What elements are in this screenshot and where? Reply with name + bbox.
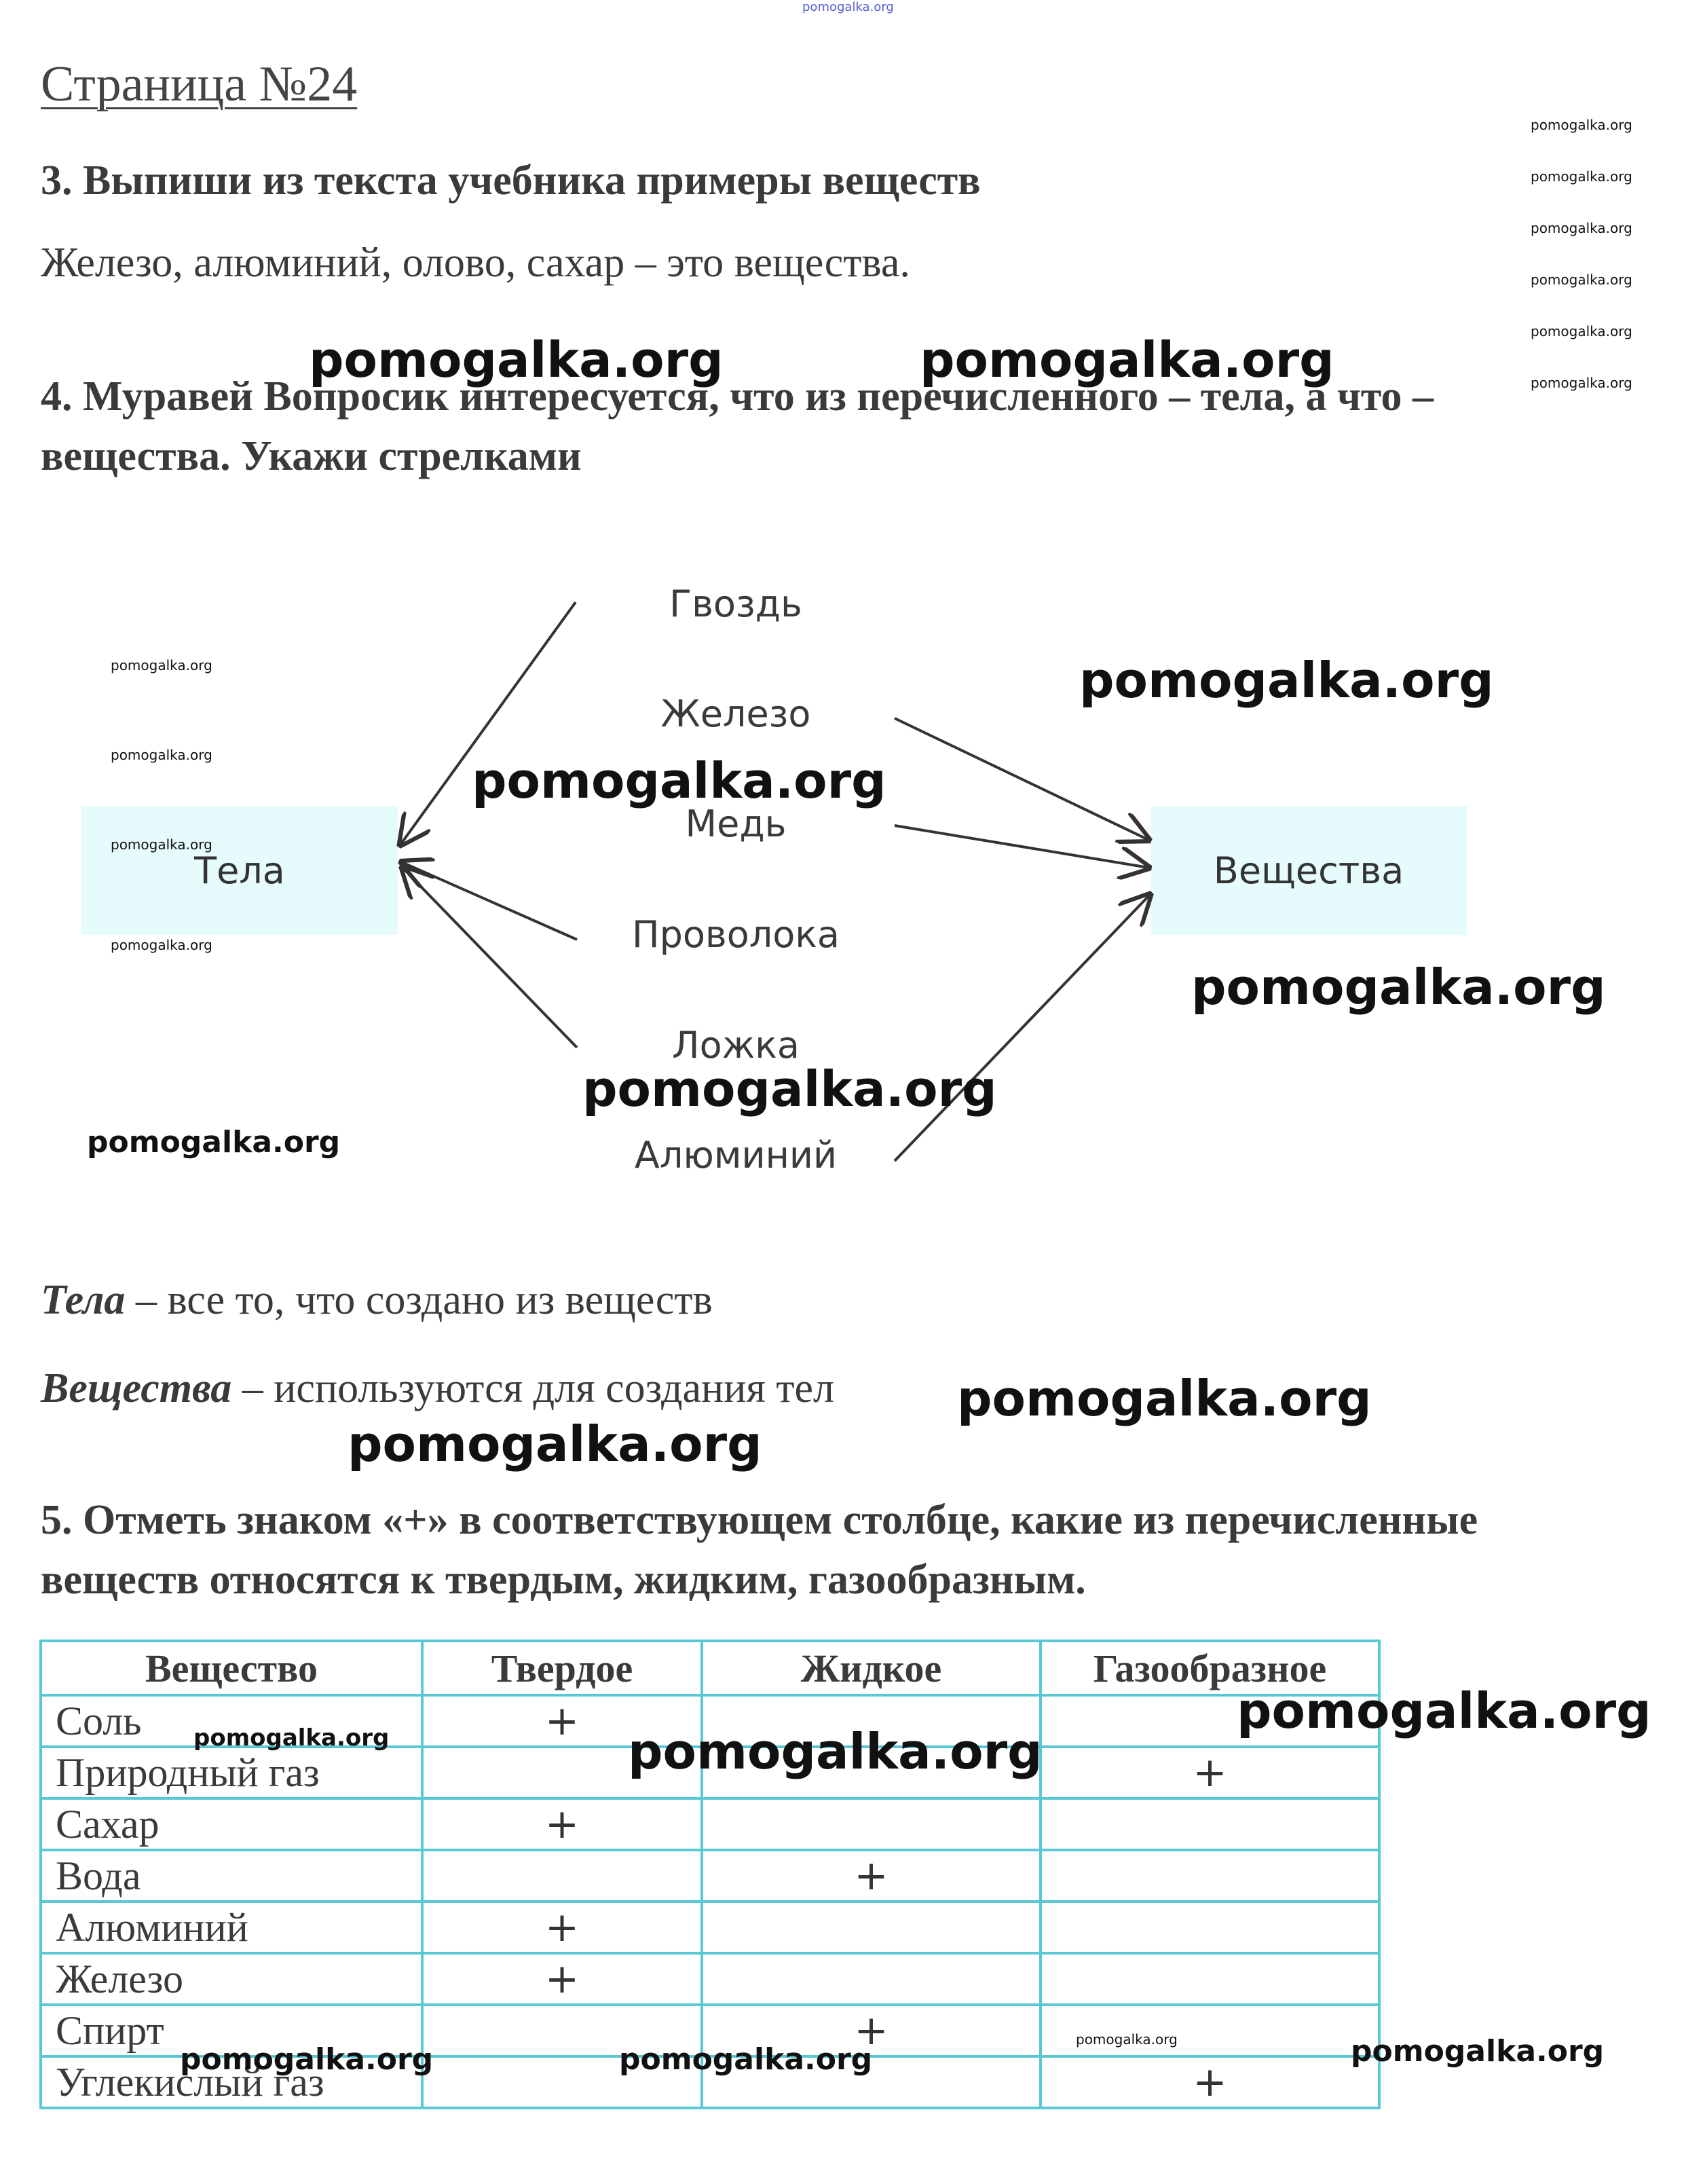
item-med: Медь (685, 802, 787, 845)
column-header-substance: Вещество (41, 1641, 422, 1695)
watermark: pomogalka.org (619, 2042, 873, 2077)
item-alyuminiy: Алюминий (634, 1134, 838, 1177)
row-name: Углекислый газ (41, 2056, 422, 2108)
task5-heading (41, 1490, 1478, 1610)
page-title: Страница №24 (41, 56, 358, 112)
item-provoloka: Проволока (631, 913, 840, 956)
cell-gas (1041, 1902, 1379, 1953)
row-name: Вода (41, 1850, 422, 1902)
task5-heading-line1: 5. Отметь знаком «+» в соответствующем столбце, какие из перечисленные (41, 1497, 1478, 1543)
substances-table (39, 1640, 1381, 2109)
cell-liquid: + (702, 2005, 1041, 2056)
cell-gas (1041, 1953, 1379, 2005)
watermark: pomogalka.org (1531, 220, 1632, 236)
cell-liquid (702, 1953, 1041, 2005)
watermark: pomogalka.org (1079, 652, 1494, 709)
task3-heading: 3. Выпиши из текста учебника примеры веществ (41, 158, 981, 204)
substances-box-label: Вещества (1213, 849, 1404, 892)
arrow-alyuminiy-to-substances (895, 895, 1150, 1161)
watermark: pomogalka.org (111, 937, 212, 953)
watermark: pomogalka.org (1351, 2034, 1605, 2069)
column-header-liquid: Жидкое (702, 1641, 1041, 1695)
cell-liquid (702, 1902, 1041, 1953)
cell-gas: + (1041, 2056, 1379, 2108)
column-header-solid: Твердое (422, 1641, 702, 1695)
watermark: pomogalka.org (957, 1370, 1372, 1427)
item-lozhka: Ложка (672, 1024, 800, 1067)
watermark: pomogalka.org (1531, 375, 1632, 391)
cell-solid: + (422, 1902, 702, 1953)
cell-liquid: + (702, 1850, 1041, 1902)
row-name: Природный газ (41, 1747, 422, 1798)
definition-bodies (41, 1276, 713, 1325)
watermark: pomogalka.org (1076, 2031, 1178, 2048)
column-header-gas: Газообразное (1041, 1641, 1379, 1695)
arrow-med-to-substances (895, 826, 1148, 868)
watermark: pomogalka.org (111, 747, 212, 763)
bodies-box-label: Тела (194, 849, 285, 892)
watermark: pomogalka.org (1531, 168, 1632, 185)
cell-solid (422, 1850, 702, 1902)
cell-gas (1041, 2005, 1379, 2056)
task5-heading-line2: веществ относятся к твердым, жидким, газообразным. (41, 1557, 1086, 1603)
item-zhelezo: Железо (660, 692, 811, 735)
arrow-lozhka-to-bodies (403, 868, 577, 1048)
table-row (41, 1850, 1379, 1902)
watermark: pomogalka.org (920, 331, 1334, 388)
table-header-row (41, 1641, 1379, 1695)
watermark: pomogalka.org (1531, 272, 1632, 288)
cell-liquid (702, 1798, 1041, 1850)
task4-heading-line2: вещества. Укажи стрелками (41, 433, 582, 479)
cell-solid: + (422, 1798, 702, 1850)
item-gvozd: Гвоздь (669, 582, 802, 625)
watermark: pomogalka.org (111, 657, 212, 673)
cell-solid: + (422, 1953, 702, 2005)
arrow-provoloka-to-bodies (402, 862, 577, 940)
watermark: pomogalka.org (472, 752, 886, 809)
watermark: pomogalka.org (1237, 1682, 1651, 1739)
row-name: Железо (41, 1953, 422, 2005)
watermark: pomogalka.org (1191, 959, 1606, 1016)
row-name: Соль (41, 1695, 422, 1747)
watermark: pomogalka.org (180, 2042, 434, 2077)
watermark: pomogalka.org (111, 836, 212, 853)
table-row (41, 1902, 1379, 1953)
watermark: pomogalka.org (87, 1125, 341, 1160)
cell-gas: + (1041, 1747, 1379, 1798)
watermark: pomogalka.org (348, 1415, 762, 1473)
watermark-top: pomogalka.org (802, 0, 894, 14)
cell-gas (1041, 1850, 1379, 1902)
definition-bodies-term: Тела (41, 1277, 126, 1323)
watermark: pomogalka.org (309, 331, 724, 388)
definition-bodies-text: – все то, что создано из веществ (125, 1277, 713, 1323)
watermark: pomogalka.org (628, 1723, 1043, 1780)
watermark: pomogalka.org (1531, 117, 1632, 133)
cell-solid: + (422, 1695, 702, 1747)
row-name: Спирт (41, 2005, 422, 2056)
row-name: Сахар (41, 1798, 422, 1850)
watermark: pomogalka.org (1531, 323, 1632, 339)
task4-heading-line1: 4. Муравей Вопросик интересуется, что из перечисленного – тела, а что – (41, 373, 1434, 420)
cell-gas (1041, 1798, 1379, 1850)
table-row (41, 1953, 1379, 2005)
task3-answer: Железо, алюминий, олово, сахар – это вещества. (41, 240, 910, 286)
row-name: Алюминий (41, 1902, 422, 1953)
table-row (41, 1798, 1379, 1850)
definition-substances (41, 1365, 834, 1413)
watermark: pomogalka.org (193, 1724, 390, 1752)
watermark: pomogalka.org (582, 1060, 997, 1117)
arrow-zhelezo-to-substances (895, 718, 1148, 840)
definition-substances-text: – используются для создания тел (231, 1365, 834, 1411)
definition-substances-term: Вещества (41, 1365, 232, 1411)
